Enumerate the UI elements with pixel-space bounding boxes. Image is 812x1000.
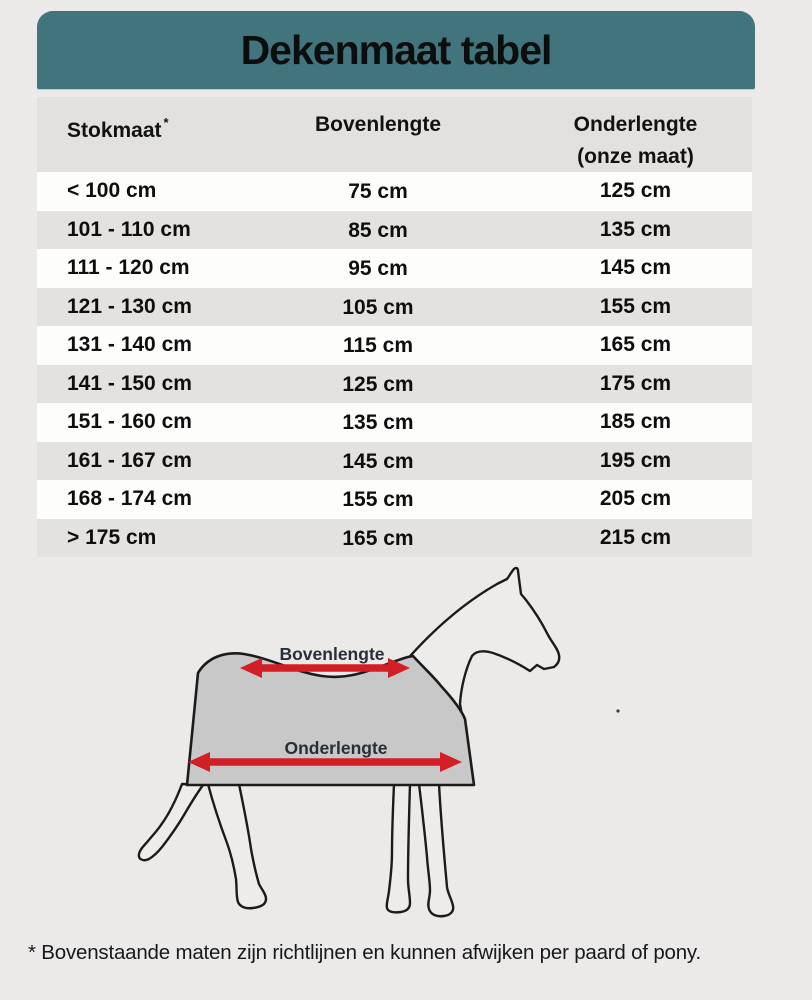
cell-stokmaat: < 100 cm [67,179,157,203]
cell-onderlengte: 155 cm [599,294,672,318]
cell-bovenlengte: 135 cm [342,411,414,435]
table-row [37,172,752,211]
cell-onderlengte: 125 cm [599,179,672,203]
cell-bovenlengte: 85 cm [348,218,408,242]
cell-stokmaat: 101 - 110 cm [67,217,191,241]
cell-bovenlengte: 75 cm [348,180,408,204]
horse-lifted-leg [139,784,203,860]
table-row [37,442,752,481]
cell-bovenlengte: 115 cm [342,334,414,358]
cell-bovenlengte: 155 cm [342,488,414,512]
table-row [37,403,752,442]
cell-onderlengte: 185 cm [599,410,672,434]
title-banner [37,11,755,89]
table-row [37,480,752,519]
cell-stokmaat: 111 - 120 cm [67,256,190,280]
cell-onderlengte: 135 cm [599,217,672,241]
cell-onderlengte: 205 cm [599,487,672,511]
column-header-onderlengte [519,97,752,173]
cell-onderlengte: 175 cm [599,371,672,395]
cell-stokmaat: 161 - 167 cm [67,448,192,472]
cell-stokmaat: 121 - 130 cm [67,294,192,318]
table-row [37,365,752,404]
size-table-body [37,172,752,557]
cell-bovenlengte: 125 cm [342,372,414,396]
cell-stokmaat: 168 - 174 cm [67,487,192,511]
table-row [37,519,752,558]
table-header-row [37,97,752,172]
horse-rear-leg [208,784,266,908]
horse-measurement-diagram [110,557,710,957]
cell-stokmaat: > 175 cm [67,525,157,549]
cell-onderlengte: 215 cm [599,525,672,549]
cell-onderlengte: 145 cm [599,256,672,280]
stokmaat-footnote-marker: * [163,115,169,130]
cell-stokmaat: 151 - 160 cm [67,410,192,434]
cell-bovenlengte: 145 cm [342,449,414,473]
cell-bovenlengte: 105 cm [342,295,414,319]
cell-onderlengte: 165 cm [599,333,672,357]
horse-front-leg-near [419,784,453,916]
column-header-stokmaat [37,97,237,173]
table-row [37,288,752,327]
onderlengte-header-line2: (onze maat) [577,145,694,168]
cell-bovenlengte: 165 cm [342,526,414,550]
cell-onderlengte: 195 cm [599,448,672,472]
cell-stokmaat: 141 - 150 cm [67,371,192,395]
table-row [37,326,752,365]
horse-front-leg-far [387,784,410,912]
stokmaat-header-label: Stokmaat [67,119,162,142]
footnote: * Bovenstaande maten zijn richtlijnen en kunnen afwijken per paard of pony. [28,941,701,964]
table-row [37,211,752,250]
bovenlengte-arrow-label: Bovenlengte [279,644,385,664]
page-title: Dekenmaat tabel [240,26,552,73]
cell-bovenlengte: 95 cm [348,257,408,281]
table-row [37,249,752,288]
column-header-bovenlengte: Bovenlengte [314,113,442,136]
onderlengte-header-line1: Onderlengte [573,113,698,136]
cell-stokmaat: 131 - 140 cm [67,333,192,357]
speck-dot [616,709,619,712]
onderlengte-arrow-label: Onderlengte [284,738,388,758]
